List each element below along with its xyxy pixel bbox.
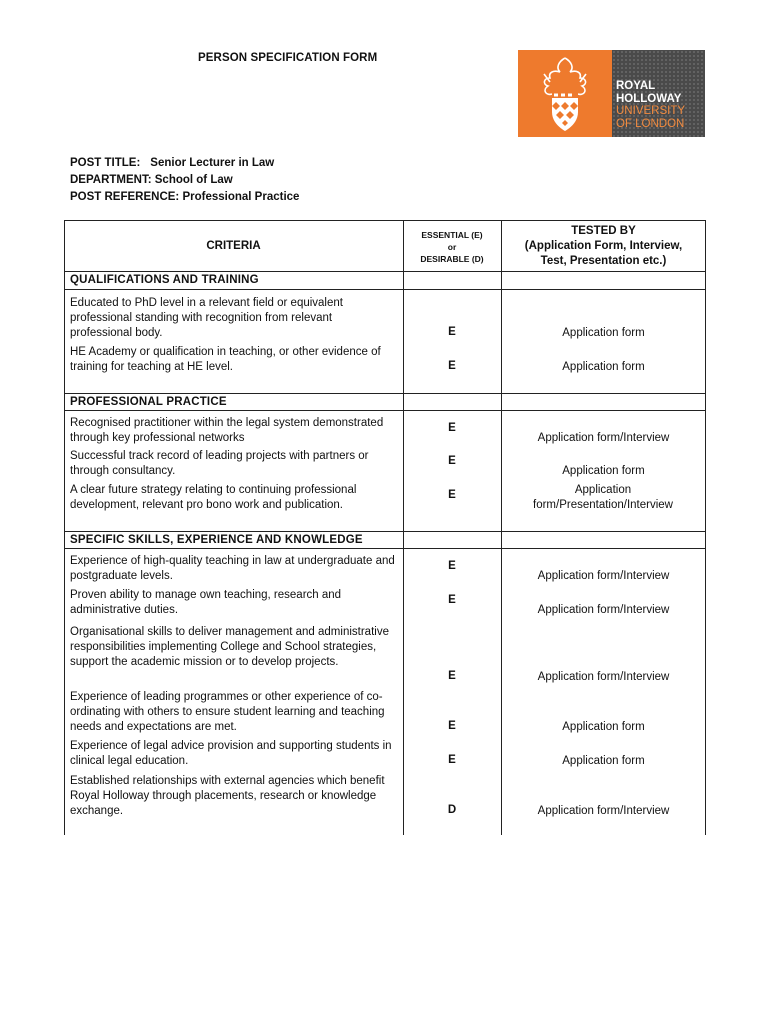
header-or-line: or: [447, 242, 457, 252]
criteria-row-9: Experience of leading programmes or other experience of co-ordinating with others to ensure student learning and teaching needs and expectations are met.: [70, 691, 385, 733]
section-qualifications: QUALIFICATIONS AND TRAINING: [70, 274, 259, 286]
header-desirable-line: DESIRABLE (D): [420, 254, 484, 264]
logo-line-university: UNIVERSITY: [616, 105, 686, 117]
ed-value-row-6: E: [448, 560, 456, 572]
section-specific-skills: SPECIFIC SKILLS, EXPERIENCE AND KNOWLEDGE: [70, 534, 363, 546]
header-essential-line: ESSENTIAL (E): [421, 230, 483, 240]
ed-value-row-1: E: [448, 326, 456, 338]
header-tested-line-3: Test, Presentation etc.): [540, 255, 667, 267]
ed-value-row-7: E: [448, 594, 456, 606]
tested-row-10: Application form: [562, 755, 645, 767]
tested-row-5: Application form/Presentation/Interview: [533, 484, 673, 511]
table-border-right: [705, 220, 706, 835]
header-essential-desirable: [403, 229, 501, 265]
post-details: [70, 155, 299, 206]
logo-crest-panel: [518, 50, 612, 137]
criteria-row-3: Recognised practitioner within the legal system demonstrated through key professional networks: [70, 417, 384, 444]
tested-row-1: Application form: [562, 327, 645, 339]
criteria-row-4: Successful track record of leading projects with partners or through consultancy.: [70, 450, 369, 477]
section-rule: [64, 410, 706, 411]
section-rule: [64, 393, 706, 394]
post-title-line: [70, 155, 299, 172]
table-border-left: [64, 220, 65, 835]
logo-line-royal: ROYAL: [616, 80, 656, 92]
tested-row-4: Application form: [562, 465, 645, 477]
tested-row-6: Application form/Interview: [537, 570, 670, 582]
criteria-row-11: Established relationships with external agencies which benefit Royal Holloway through placements, research or knowledge exchange.: [70, 775, 385, 817]
crest-icon: [530, 54, 600, 134]
criteria-row-10: Experience of legal advice provision and supporting students in clinical legal education.: [70, 740, 392, 767]
ed-value-row-4: E: [448, 455, 456, 467]
table-border-top: [64, 220, 706, 221]
header-criteria: CRITERIA: [206, 240, 261, 252]
tested-row-2: Application form: [562, 361, 645, 373]
section-rule: [64, 289, 706, 290]
section-rule: [64, 531, 706, 532]
header-tested-by: [501, 224, 706, 269]
logo-line-of-london: OF LONDON: [616, 117, 685, 130]
tested-row-3: Application form/Interview: [537, 432, 670, 444]
ed-value-row-2: E: [448, 360, 456, 372]
ed-value-row-5: E: [448, 489, 456, 501]
header-tested-line-2: (Application Form, Interview,: [524, 240, 683, 252]
section-professional-practice: PROFESSIONAL PRACTICE: [70, 396, 227, 408]
royal-holloway-logo: [518, 50, 705, 137]
tested-row-8: Application form/Interview: [537, 671, 670, 683]
ed-value-row-8: E: [448, 670, 456, 682]
department-line: DEPARTMENT: School of Law: [70, 174, 233, 186]
ed-value-row-9: E: [448, 720, 456, 732]
ed-value-row-10: E: [448, 754, 456, 766]
header-tested-line-1: TESTED BY: [571, 225, 636, 237]
header-rule: [64, 271, 706, 272]
post-reference-line: POST REFERENCE: Professional Practice: [70, 191, 300, 203]
logo-wordmark: [616, 80, 685, 130]
criteria-row-8: Organisational skills to deliver management and administrative responsibilities implementing College and School strategies, support the academic mission or to develop projects.: [70, 626, 389, 668]
tested-row-9: Application form: [562, 721, 645, 733]
specification-table: [64, 220, 706, 835]
table-divider-1: [403, 220, 404, 835]
criteria-row-1: Educated to PhD level in a relevant field or equivalent professional standing with recognition from relevant professional body.: [70, 297, 343, 339]
post-title-value: Senior Lecturer in Law: [150, 157, 275, 169]
ed-value-row-3: E: [448, 422, 456, 434]
criteria-row-7: Proven ability to manage own teaching, research and administrative duties.: [70, 589, 342, 616]
ed-value-row-11: D: [447, 804, 457, 816]
form-title: PERSON SPECIFICATION FORM: [198, 52, 378, 64]
table-divider-2: [501, 220, 502, 835]
tested-row-7: Application form/Interview: [537, 604, 670, 616]
criteria-row-5: A clear future strategy relating to continuing professional development, relevant pro bono work and publication.: [70, 484, 357, 511]
logo-line-holloway: HOLLOWAY: [616, 92, 682, 105]
post-title-label: POST TITLE:: [70, 157, 141, 169]
tested-row-11: Application form/Interview: [537, 805, 670, 817]
section-rule: [64, 548, 706, 549]
criteria-row-6: Experience of high-quality teaching in law at undergraduate and postgraduate levels.: [70, 555, 395, 582]
criteria-row-2: HE Academy or qualification in teaching, or other evidence of training for teaching at HE level.: [70, 346, 381, 373]
